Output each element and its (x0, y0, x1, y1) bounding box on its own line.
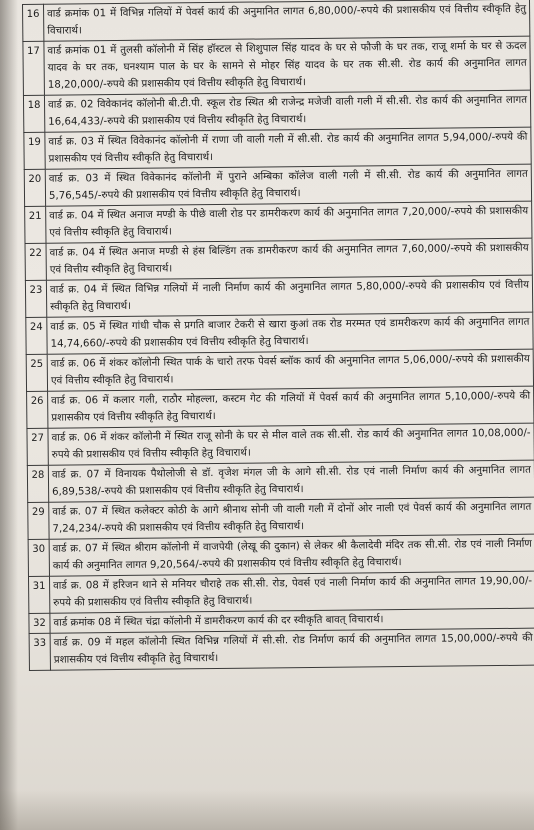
item-description: वार्ड क्रमांक 01 में विभिन्न गलियों में पेवर्स कार्य की अनुमानित लागत 6,80,000/-रुपये की प्रशासकीय एवं वित्तीय स्वीकृति हेतु विचारार्थ। (44, 0, 530, 41)
agenda-row (24, 164, 531, 206)
item-description: वार्ड क्र. 07 में स्थित कलेक्टर कोठी के आगे श्रीनाथ सोनी जी वाली गली में दोनों ओर नाली एवं पेवर्स कार्य की अनुमानित लागत 7,24,234/-रुपये की प्रशासकीय एवं वित्तीय स्वीकृति हेतु विचारार्थ। (49, 497, 534, 539)
item-number: 31 (28, 576, 49, 613)
item-number: 18 (23, 95, 44, 132)
item-number: 23 (25, 280, 46, 317)
agenda-row (23, 0, 530, 41)
item-description: वार्ड क्र. 03 में स्थित विवेकानंद कॉलोनी में राणा जी वाली गली में सी.सी. रोड कार्य की अनुमानित लागत 5,94,000/-रुपये की प्रशासकीय एवं वित्तीय स्वीकृति हेतु विचारार्थ। (45, 127, 531, 169)
agenda-row (23, 90, 530, 132)
item-number: 33 (29, 633, 50, 670)
agenda-row (26, 312, 533, 354)
item-number: 17 (23, 41, 45, 95)
item-number: 27 (27, 428, 48, 465)
item-description: वार्ड क्र. 07 में विनायक पैथोलोजी से डॉ. वृजेश मंगल जी के आगे सी.सी. रोड एवं नाली निर्माण कार्य की अनुमानित लागत 6,89,538/-रुपये की प्रशासकीय एवं वित्तीय स्वीकृति हेतु विचारार्थ। (48, 460, 534, 502)
item-description: वार्ड क्रमांक 08 में स्थित चंद्रा कॉलोनी में डामरीकरण कार्य की दर स्वीकृति बावत् विचारार्थ। (50, 608, 534, 633)
agenda-row (28, 534, 534, 576)
item-number: 22 (25, 243, 46, 280)
item-description: वार्ड क्र. 03 में स्थित विवेकानंद कॉलोनी में पुराने अम्बिका कॉलेज वाली गली में सी.सी. रोड कार्य की अनुमानित लागत 5,76,545/-रुपये की प्रशासकीय एवं वित्तीय स्वीकृति हेतु विचारार्थ। (45, 164, 531, 206)
agenda-row (28, 571, 534, 613)
agenda-row (25, 201, 532, 243)
item-description: वार्ड क्र. 08 में हरिजन थाने से मनियर चौराहे तक सी.सी. रोड, पेवर्स एवं नाली निर्माण कार्य की अनुमानित लागत 19,90,00/-रुपये की प्रशासकीय एवं वित्तीय स्वीकृति हेतु विचारार्थ। (49, 571, 534, 613)
item-number: 29 (28, 502, 49, 539)
item-description: वार्ड क्र. 07 में स्थित श्रीराम कॉलोनी में वाजपेयी (लेखू की दुकान) से लेकर श्री कैलादेवी मंदिर तक सी.सी. रोड एवं नाली निर्माण कार्य की अनुमानित लागत 9,20,564/-रुपये की प्रशासकीय एवं वित्तीय स्वीकृति हेतु विचारार्थ। (49, 534, 534, 576)
agenda-table (22, 0, 534, 671)
agenda-row (25, 275, 532, 317)
page-edge-shadow (0, 0, 18, 830)
item-description: वार्ड क्र. 04 में स्थित विभिन्न गलियों में नाली निर्माण कार्य की अनुमानित लागत 5,80,000/-रुपये की प्रशासकीय एवं वित्तीय स्वीकृति हेतु विचारार्थ। (46, 275, 532, 317)
item-description: वार्ड क्रमांक 01 में तुलसी कॉलोनी में सिंह हॉस्टल से शिशुपाल सिंह यादव के घर से फौजी के घर तक, राजू शर्मा के घर से ऊदल यादव के घर तक, घनश्याम पाल के घर के सामने से मोहर सिंह यादव के घर तक सी.सी. रोड कार्य की अनुमानित लागत 18,20,000/-रुपये की प्रशासकीय एवं वित्तीय स्वीकृति हेतु विचारार्थ। (44, 36, 531, 95)
agenda-row (24, 127, 531, 169)
agenda-row (27, 423, 534, 465)
item-number: 30 (28, 539, 49, 576)
agenda-row (26, 349, 533, 391)
item-number: 24 (26, 317, 47, 354)
agenda-row (27, 460, 534, 502)
item-description: वार्ड क्र. 06 में कलार गली, राठौर मोहल्ला, कस्टम गेट की गलियों में पेवर्स कार्य की अनुमानित लागत 5,10,000/-रुपये की प्रशासकीय एवं वित्तीय स्वीकृति हेतु विचारार्थ। (48, 386, 534, 428)
item-description: वार्ड क्र. 06 में शंकर कॉलोनी में स्थित राजू सोनी के घर से मील वाले तक सी.सी. रोड कार्य की अनुमानित लागत 10,08,000/-रुपये की प्रशासकीय एवं वित्तीय स्वीकृति हेतु विचारार्थ। (48, 423, 534, 465)
agenda-row (25, 238, 532, 280)
item-number: 26 (27, 391, 48, 428)
item-description: वार्ड क्र. 04 में स्थित अनाज मण्डी के पीछे वाली रोड पर डामरीकरण कार्य की अनुमानित लागत 7,20,000/-रुपये की प्रशासकीय एवं वित्तीय स्वीकृति हेतु विचारार्थ। (46, 201, 532, 243)
item-description: वार्ड क्र. 06 में शंकर कॉलोनी स्थित पार्क के चारो तरफ पेवर्स ब्लॉक कार्य की अनुमानित लागत 5,06,000/-रुपये की प्रशासकीय एवं वित्तीय स्वीकृति हेतु विचारार्थ। (47, 349, 533, 391)
item-number: 16 (23, 4, 44, 41)
item-number: 19 (24, 132, 45, 169)
item-number: 20 (24, 169, 45, 206)
agenda-table-body (23, 0, 534, 670)
agenda-row (29, 628, 534, 670)
agenda-row (27, 386, 534, 428)
item-description: वार्ड क्र. 04 में स्थित अनाज मण्डी से हंस बिल्डिंग तक डामरीकरण कार्य की अनुमानित लागत 7,60,000/-रुपये की प्रशासकीय एवं वित्तीय स्वीकृति हेतु विचारार्थ। (46, 238, 532, 280)
item-description: वार्ड क्र. 02 विवेकानंद कॉलोनी बी.टी.पी. स्कूल रोड स्थित श्री राजेन्द्र मजेजी वाली गली में सी.सी. रोड कार्य की अनुमानित लागत 16,64,433/-रुपये की प्रशासकीय एवं वित्तीय स्वीकृति हेतु विचारार्थ। (44, 90, 530, 132)
agenda-row (28, 497, 534, 539)
item-number: 28 (27, 465, 48, 502)
page-bottom-shadow (0, 790, 534, 830)
item-number: 32 (29, 613, 50, 633)
item-description: वार्ड क्र. 09 में महल कॉलोनी स्थित विभिन्न गलियों में सी.सी. रोड निर्माण कार्य की अनुमानित लागत 15,00,000/-रुपये की प्रशासकीय एवं वित्तीय स्वीकृति हेतु विचारार्थ। (50, 628, 534, 670)
item-number: 25 (26, 354, 47, 391)
item-number: 21 (25, 206, 46, 243)
item-description: वार्ड क्र. 05 में स्थित गांधी चौक से प्रगति बाजार टेकरी से खारा कुआं तक रोड मरम्मत एवं डामरीकरण कार्य की अनुमानित लागत 14,74,660/-रुपये की प्रशासकीय एवं वित्तीय स्वीकृति हेतु विचारार्थ। (47, 312, 533, 354)
agenda-row (23, 36, 531, 95)
